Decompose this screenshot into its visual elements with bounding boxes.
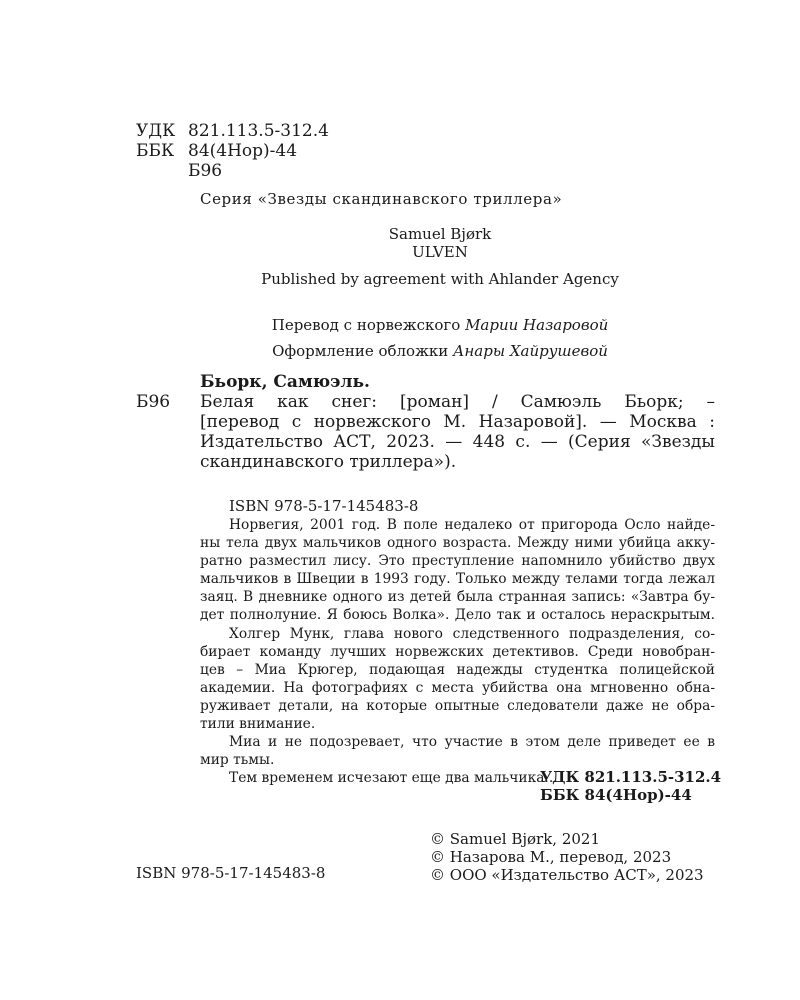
annotation-line: Норвегия, 2001 год. В поле недалеко от пригорода Осло найде- bbox=[229, 517, 715, 533]
bibliographic-entry bbox=[200, 372, 715, 472]
published-by: Published by agreement with Ahlander Agency bbox=[261, 270, 619, 288]
annotation bbox=[200, 516, 715, 787]
annotation-line: дет полнолуние. Я боюсь Волка». Дело так и осталось нераскрытым. bbox=[200, 607, 715, 624]
annotation-line: ратно разместил лису. Это преступление напомнило убийство двух bbox=[200, 553, 715, 570]
copyright-line: © ООО «Издательство АСТ», 2023 bbox=[430, 866, 704, 884]
entry-line-4: скандинавского триллера»). bbox=[200, 452, 457, 472]
entry-code: Б96 bbox=[136, 392, 171, 412]
isbn-top: ISBN 978-5-17-145483-8 bbox=[229, 497, 419, 515]
annotation-line: Миа и не подозревает, что участие в этом деле приведет ее в bbox=[229, 734, 715, 751]
annotation-line: заяц. В дневнике одного из детей была странная запись: «Завтра бу- bbox=[200, 589, 715, 606]
original-author: Samuel Bjørk bbox=[388, 225, 492, 243]
annotation-line: Тем временем исчезают еще два мальчика... bbox=[229, 770, 558, 787]
author-mark: Б96 bbox=[188, 161, 223, 181]
bbk-value: 84(4Нор)-44 bbox=[188, 141, 298, 161]
copyright-line: © Назарова М., перевод, 2023 bbox=[430, 848, 672, 866]
translation-credit bbox=[200, 316, 680, 334]
entry-line-2: [перевод с норвежского М. Назаровой]. — Москва : bbox=[200, 412, 715, 432]
annotation-line: цев – Миа Крюгер, подающая надежды студентка полицейской bbox=[200, 661, 715, 678]
annotation-line: руживает детали, на которые опытные следователи даже не обра- bbox=[200, 697, 715, 714]
annotation-line: Холгер Мунк, глава нового следственного подразделения, со- bbox=[229, 625, 715, 642]
classification-block bbox=[136, 121, 329, 181]
copyright-line: © Samuel Bjørk, 2021 bbox=[430, 830, 600, 848]
udk-label: УДК bbox=[136, 121, 176, 141]
cover-prefix: Оформление обложки bbox=[272, 342, 449, 360]
entry-line-1: Белая как снег: [роман] / Самюэль Бьорк; – bbox=[200, 392, 715, 412]
translation-prefix: Перевод с норвежского bbox=[271, 316, 461, 334]
classification-repeat bbox=[540, 768, 721, 804]
annotation-line: академии. На фотографиях с места убийства она мгновенно обна- bbox=[200, 679, 715, 696]
annotation-line: мир тьмы. bbox=[200, 752, 275, 769]
annotation-line: мальчиков в Швеции в 1993 году. Только между телами тогда лежал bbox=[200, 571, 715, 588]
entry-line-3: Издательство АСТ, 2023. — 448 с. — (Серия «Звезды bbox=[200, 432, 715, 452]
bbk-repeat: ББК 84(4Нор)-44 bbox=[540, 786, 692, 804]
annotation-line: ны тела двух мальчиков одного возраста. Между ними убийца акку- bbox=[200, 535, 715, 552]
isbn-bottom: ISBN 978-5-17-145483-8 bbox=[136, 864, 326, 882]
udk-repeat: УДК 821.113.5-312.4 bbox=[540, 768, 722, 786]
cover-designer-name: Анары Хайрушевой bbox=[453, 342, 608, 360]
translator-name: Марии Назаровой bbox=[465, 316, 609, 334]
annotation-line: тили внимание. bbox=[200, 716, 316, 733]
bbk-label: ББК bbox=[136, 141, 175, 161]
original-title: ULVEN bbox=[412, 243, 468, 261]
cover-credit bbox=[200, 342, 680, 360]
udk-value: 821.113.5-312.4 bbox=[188, 121, 329, 141]
copyright-block bbox=[430, 830, 704, 884]
series-line: Серия «Звезды скандинавского триллера» bbox=[200, 190, 563, 208]
entry-heading: Бьорк, Самюэль. bbox=[200, 372, 370, 392]
annotation-line: бирает команду лучших норвежских детективов. Среди новобран- bbox=[200, 643, 715, 660]
